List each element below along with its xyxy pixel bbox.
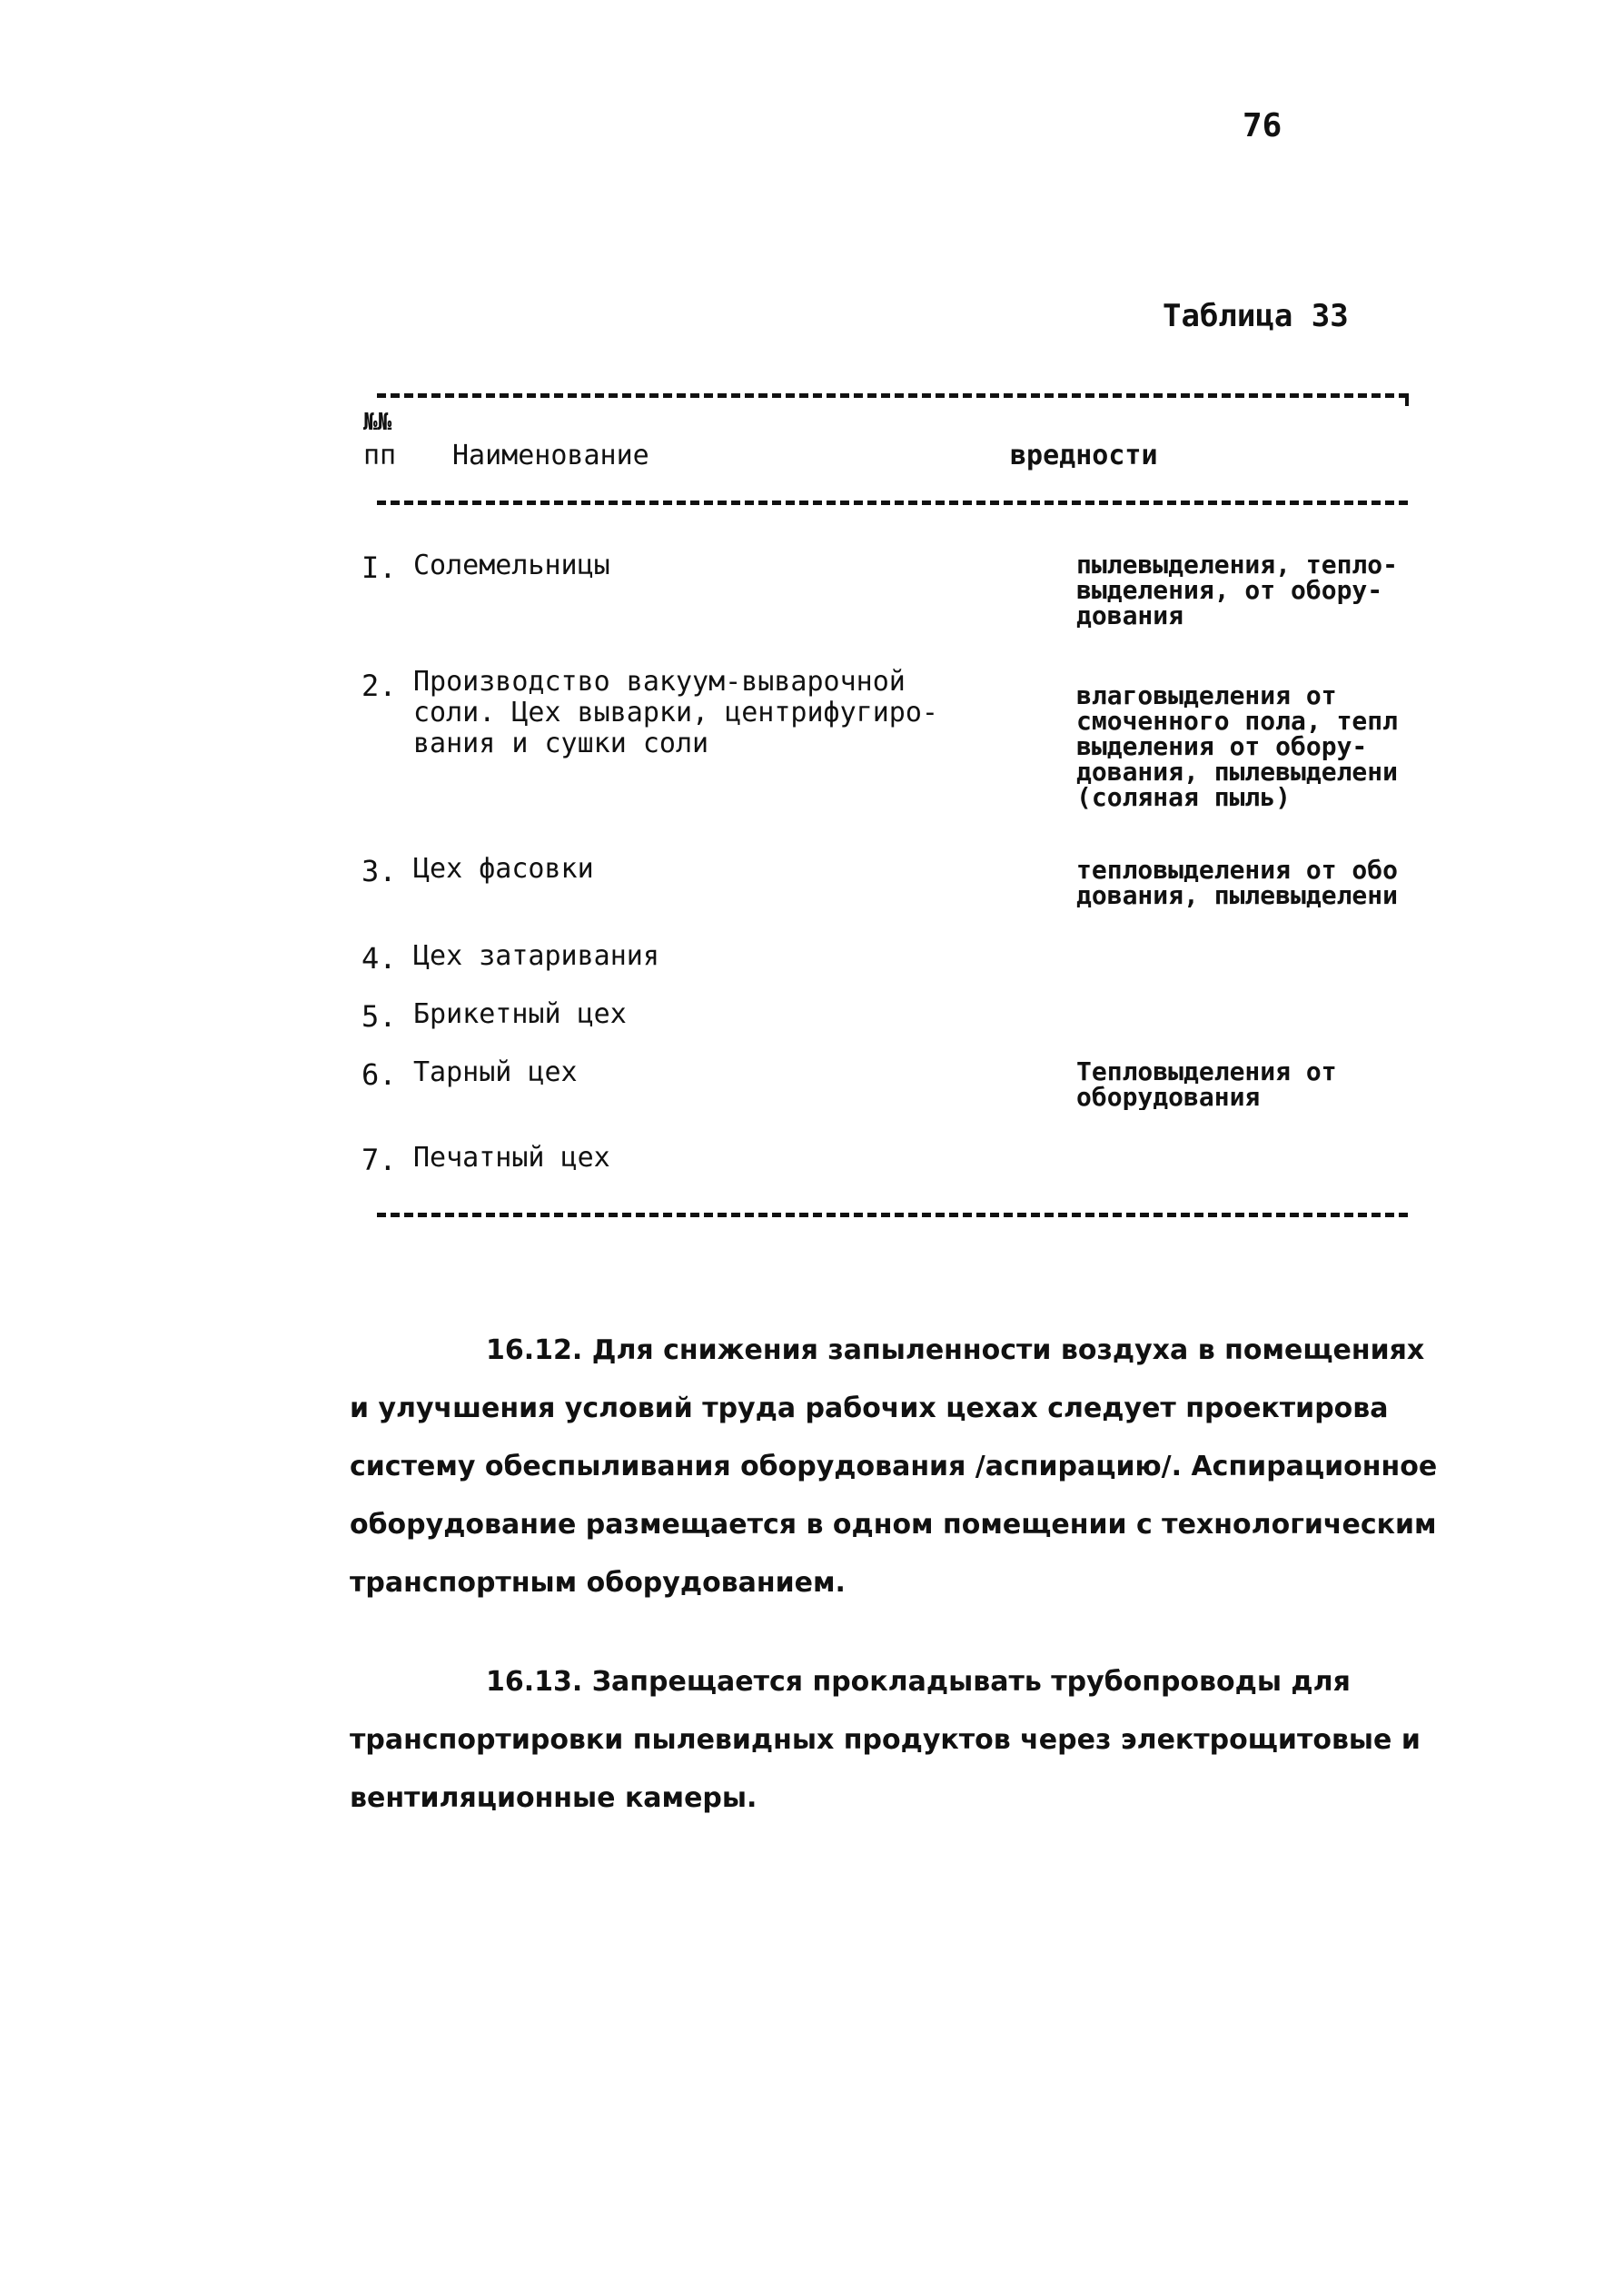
row-hazard: пылевыделения, тепло- выделения, от обору- дования (1076, 552, 1399, 629)
row-number: 4. (361, 941, 397, 976)
header-number-mark: №№ (363, 409, 392, 436)
table-bottom-rule (377, 1213, 1408, 1217)
header-number-label: пп (363, 440, 397, 471)
row-name: Печатный цех (413, 1142, 610, 1174)
paragraph-16-12: 16.12. Для снижения запыленности воздуха в помещениях и улучшения условий труда рабочих цехах следует проектирова систему обеспыливания оборудования /аспирацию/. Аспирационное оборудование размещается в одном помещении с технологическим транспортным оборудованием. (350, 1334, 1438, 1599)
row-hazard: Тепловыделения от оборудования (1076, 1059, 1337, 1110)
row-name: Цех фасовки (413, 853, 594, 885)
row-number: 7. (361, 1143, 397, 1177)
table-caption: Таблица 33 (1163, 298, 1349, 334)
row-hazard: тепловыделения от обо дования, пылевыделени (1076, 857, 1399, 908)
row-number: 2. (361, 669, 397, 703)
row-number: I. (361, 550, 397, 585)
header-hazard-label: вредности (1010, 440, 1158, 471)
table-top-rule (377, 393, 1408, 398)
row-name: Тарный цех (413, 1056, 578, 1088)
row-number: 3. (361, 854, 397, 888)
page-number: 76 (1243, 107, 1282, 144)
row-name: Солемельницы (413, 550, 610, 581)
header-name-label: Наименование (452, 440, 649, 471)
table-corner-tick (1405, 393, 1409, 406)
row-number: 6. (361, 1057, 397, 1092)
paragraph-16-13: 16.13. Запрещается прокладывать трубопроводы для транспортировки пылевидных продуктов через электрощитовые и вентиляционные камеры. (350, 1666, 1421, 1814)
row-hazard: влаговыделения от смоченного пола, тепл выделения от обору- дования, пылевыделени (соляная пыль) (1076, 683, 1399, 810)
row-name: Производство вакуум-выварочной соли. Цех выварки, центрифугиро- вания и сушки соли (413, 666, 938, 759)
row-number: 5. (361, 999, 397, 1034)
row-name: Брикетный цех (413, 998, 627, 1030)
row-name: Цех затаривания (413, 940, 659, 972)
table-header-rule (377, 501, 1408, 505)
